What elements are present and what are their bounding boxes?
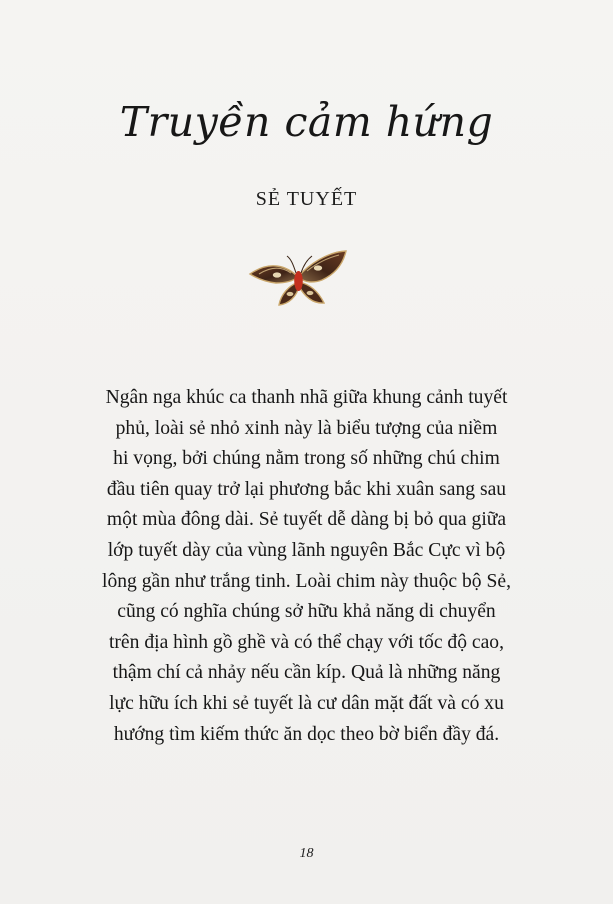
page-title: Truyền cảm hứng — [119, 98, 494, 146]
moth-icon — [246, 246, 350, 312]
paragraph-line: cũng có nghĩa chúng sở hữu khả năng di chuyển — [117, 601, 496, 623]
paragraph-line: lớp tuyết dày của vùng lãnh nguyên Bắc Cực vì bộ — [107, 539, 506, 561]
paragraph-line: một mùa đông dài. Sẻ tuyết dễ dàng bị bỏ qua giữa — [106, 509, 507, 531]
paragraph-line: lực hữu ích khi sẻ tuyết là cư dân mặt đất và có xu — [109, 692, 504, 714]
paragraph-line: hướng tìm kiếm thức ăn dọc theo bờ biển đầy đá. — [113, 723, 500, 745]
paragraph-line: Ngân nga khúc ca thanh nhã giữa khung cảnh tuyết — [105, 387, 508, 408]
paragraph — [70, 383, 543, 750]
paragraph-line: hi vọng, bởi chúng nằm trong số những chú chim — [113, 448, 500, 470]
paragraph-line: đầu tiên quay trở lại phương bắc khi xuân sang sau — [106, 478, 507, 500]
page-number: 18 — [299, 846, 314, 861]
paragraph-line: phủ, loài sẻ nhỏ xinh này là biểu tượng của niềm — [115, 417, 498, 439]
page-subtitle: SẺ TUYẾT — [255, 188, 358, 210]
paragraph-line: lông gần như trắng tinh. Loài chim này thuộc bộ Sẻ, — [102, 570, 511, 592]
paragraph-line: thậm chí cả nhảy nếu cần kíp. Quả là những năng — [112, 662, 501, 684]
paragraph-line: trên địa hình gồ ghề và có thể chạy với tốc độ cao, — [108, 631, 505, 653]
